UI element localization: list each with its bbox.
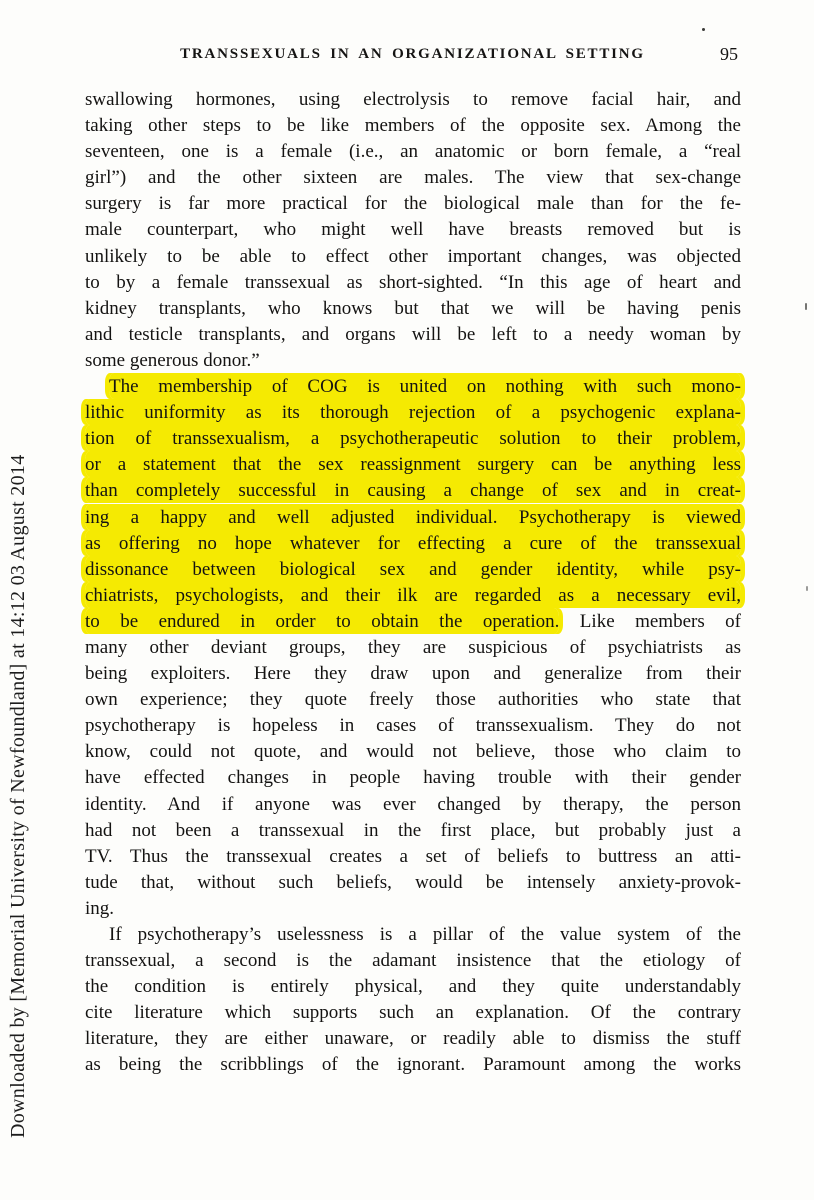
text-line bbox=[85, 165, 741, 191]
text-segment: If psychotherapy’s uselessness is a pillar of the value system of the bbox=[109, 924, 741, 945]
highlighted-text: or a statement that the sex reassignment surgery can be anything less bbox=[85, 451, 741, 477]
text-line bbox=[85, 1026, 741, 1052]
library-watermark-text: Downloaded by [Memorial University of Newfoundland] at 14:12 03 August 2014 bbox=[7, 454, 29, 1138]
text-segment: Like members of bbox=[559, 610, 741, 632]
scan-artifact-dot bbox=[702, 28, 705, 31]
text-segment: kidney transplants, who knows but that we will be having penis bbox=[85, 297, 741, 319]
highlighted-text: than completely successful in causing a change of sex and in creat- bbox=[85, 477, 741, 503]
text-segment: many other deviant groups, they are suspicious of psychiatrists as bbox=[85, 636, 741, 658]
highlighted-text: as offering no hope whatever for effecting a cure of the transsexual bbox=[85, 530, 741, 556]
text-line bbox=[85, 1052, 741, 1078]
text-segment: cite literature which supports such an explanation. Of the contrary bbox=[85, 1002, 741, 1024]
text-line bbox=[85, 1000, 741, 1026]
running-head bbox=[85, 46, 740, 70]
text-segment: tude that, without such beliefs, would be intensely anxiety-provok- bbox=[85, 871, 741, 893]
text-segment: as being the scribblings of the ignorant. Paramount among the works bbox=[85, 1054, 741, 1076]
highlighted-text: lithic uniformity as its thorough rejection of a psychogenic explana- bbox=[85, 399, 741, 425]
text-line bbox=[85, 765, 741, 791]
scan-artifact-dot bbox=[806, 586, 808, 591]
text-segment: the condition is entirely physical, and they quite understandably bbox=[85, 976, 741, 998]
text-line bbox=[85, 296, 741, 322]
text-segment: swallowing hormones, using electrolysis to remove facial hair, and bbox=[85, 89, 741, 110]
text-line bbox=[85, 139, 741, 165]
text-line bbox=[85, 948, 741, 974]
text-line bbox=[85, 896, 741, 922]
text-line bbox=[85, 661, 741, 687]
text-line bbox=[85, 217, 741, 243]
text-segment: psychotherapy is hopeless in cases of transsexualism. They do not bbox=[85, 715, 741, 737]
text-line bbox=[85, 974, 741, 1000]
text-line bbox=[85, 322, 741, 348]
text-line bbox=[85, 792, 741, 818]
text-segment: ing. bbox=[85, 897, 115, 919]
text-line bbox=[85, 713, 741, 739]
highlighted-text: dissonance between biological sex and gender identity, while psy- bbox=[85, 556, 741, 582]
text-line bbox=[85, 635, 741, 661]
text-segment: surgery is far more practical for the biological male than for the fe- bbox=[85, 193, 741, 215]
text-line bbox=[85, 531, 741, 557]
text-segment: transsexual, a second is the adamant insistence that the etiology of bbox=[85, 950, 741, 972]
highlighted-text: to be endured in order to obtain the operation. bbox=[85, 608, 559, 634]
page-number: 95 bbox=[720, 44, 738, 64]
text-line bbox=[85, 505, 741, 531]
text-segment: seventeen, one is a female (i.e., an anatomic or born female, a “real bbox=[85, 141, 741, 163]
text-segment: unlikely to be able to effect other important changes, was objected bbox=[85, 245, 741, 267]
text-segment: own experience; they quote freely those authorities who state that bbox=[85, 689, 741, 711]
text-line bbox=[85, 270, 741, 296]
text-segment: and testicle transplants, and organs will be left to a needy woman by bbox=[85, 323, 741, 345]
highlighted-text: tion of transsexualism, a psychotherapeutic solution to their problem, bbox=[85, 425, 741, 451]
text-line bbox=[85, 244, 741, 270]
text-line bbox=[85, 87, 741, 113]
text-line bbox=[85, 818, 741, 844]
text-line bbox=[85, 922, 741, 948]
text-line bbox=[85, 478, 741, 504]
text-line bbox=[85, 348, 741, 374]
highlighted-text: ing a happy and well adjusted individual. Psychotherapy is viewed bbox=[85, 504, 741, 530]
text-segment: taking other steps to be like members of the opposite sex. Among the bbox=[85, 115, 741, 137]
text-line bbox=[85, 557, 741, 583]
text-segment: to by a female transsexual as short-sighted. “In this age of heart and bbox=[85, 271, 741, 293]
text-line bbox=[85, 687, 741, 713]
highlighted-text: The membership of COG is united on nothing with such mono- bbox=[109, 373, 741, 399]
text-line bbox=[85, 583, 741, 609]
text-line bbox=[85, 739, 741, 765]
text-line bbox=[85, 844, 741, 870]
text-segment: TV. Thus the transsexual creates a set of beliefs to buttress an atti- bbox=[85, 845, 741, 867]
scan-artifact-dot bbox=[805, 303, 807, 310]
text-segment: have effected changes in people having trouble with their gender bbox=[85, 767, 741, 789]
text-line bbox=[85, 870, 741, 896]
text-segment: male counterpart, who might well have breasts removed but is bbox=[85, 219, 741, 241]
text-segment: had not been a transsexual in the first place, but probably just a bbox=[85, 819, 741, 841]
text-line bbox=[85, 400, 741, 426]
text-segment: some generous donor.” bbox=[85, 349, 260, 371]
text-segment: being exploiters. Here they draw upon and generalize from their bbox=[85, 663, 741, 685]
text-line bbox=[85, 374, 741, 400]
text-line bbox=[85, 452, 741, 478]
page-header-title: TRANSSEXUALS IN AN ORGANIZATIONAL SETTING bbox=[180, 46, 645, 62]
text-segment: identity. And if anyone was ever changed by therapy, the person bbox=[85, 793, 741, 815]
text-line bbox=[85, 609, 741, 635]
text-segment: literature, they are either unaware, or readily able to dismiss the stuff bbox=[85, 1028, 741, 1050]
text-line bbox=[85, 426, 741, 452]
highlighted-text: chiatrists, psychologists, and their ilk are regarded as a necessary evil, bbox=[85, 582, 741, 608]
page-body-lines bbox=[85, 87, 741, 1079]
text-segment: girl”) and the other sixteen are males. The view that sex-change bbox=[85, 167, 741, 189]
text-line bbox=[85, 113, 741, 139]
text-segment: know, could not quote, and would not believe, those who claim to bbox=[85, 741, 741, 763]
text-line bbox=[85, 191, 741, 217]
